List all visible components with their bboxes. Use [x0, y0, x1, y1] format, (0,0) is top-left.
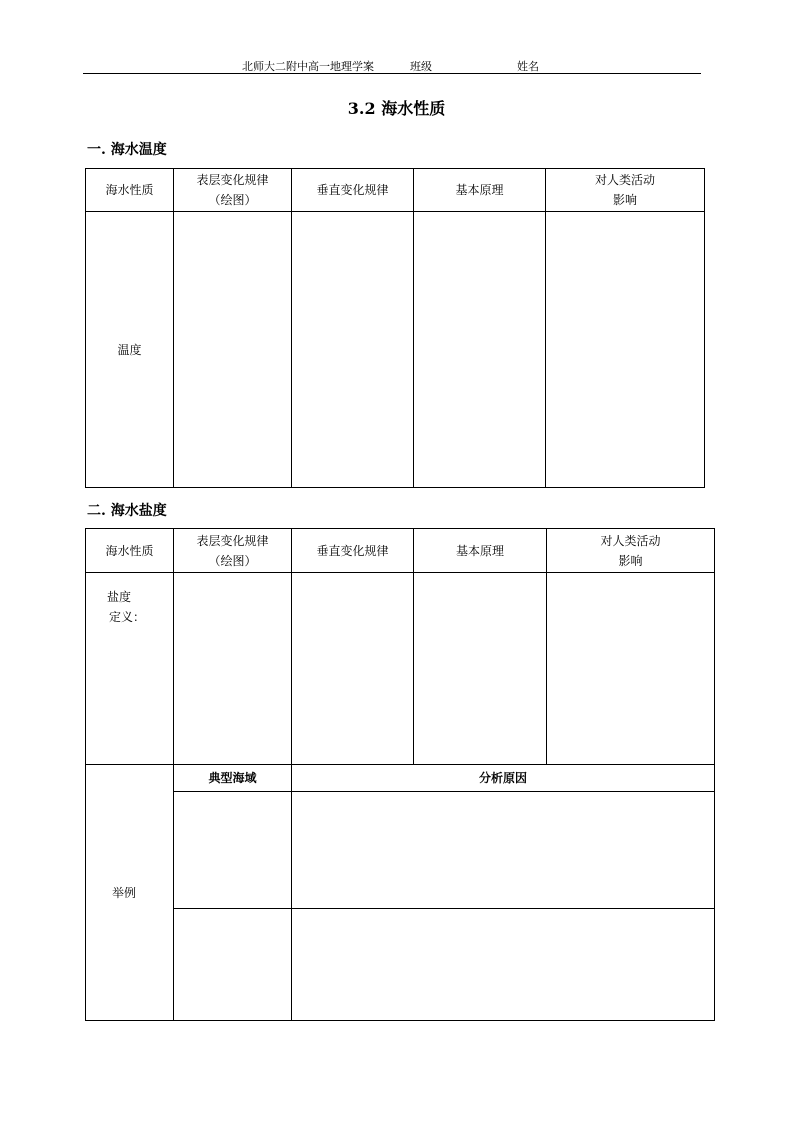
section-heading-salinity: 二. 海水盐度	[87, 503, 167, 519]
answer-cell-surface[interactable]	[174, 212, 292, 488]
col-header-vertical-pattern: 垂直变化规律	[292, 169, 414, 212]
page-title: 3.2 海水性质	[347, 99, 446, 118]
header-class-label: 班级	[410, 60, 432, 73]
col-header-surface-pattern-line1: 表层变化规律	[196, 173, 269, 187]
example-header-typical-sea: 典型海域	[174, 765, 292, 792]
answer-cell-impact[interactable]	[546, 212, 705, 488]
salinity-table	[85, 528, 715, 1021]
example-sea-cell-2[interactable]	[174, 909, 292, 1021]
row-label-salinity-line2: 定义：	[109, 610, 146, 624]
header-divider	[83, 73, 701, 74]
col-header-property: 海水性质	[86, 169, 174, 212]
temperature-table	[85, 168, 705, 488]
col-header-human-impact-line2: 影响	[612, 193, 637, 207]
col-header-surface-pattern	[174, 169, 292, 212]
col-header-surface-pattern	[174, 529, 292, 573]
col-header-surface-pattern-line1: 表层变化规律	[196, 533, 269, 548]
col-header-basic-principle: 基本原理	[414, 169, 546, 212]
row-label-salinity	[86, 573, 174, 765]
header-name-label: 姓名	[517, 60, 539, 73]
row-label-salinity-line1: 盐度	[107, 590, 132, 604]
col-header-human-impact-line2: 影响	[618, 553, 643, 568]
header-school: 北师大二附中高一地理学案	[242, 60, 374, 73]
col-header-surface-pattern-line2: （绘图）	[208, 553, 257, 568]
answer-cell-vertical[interactable]	[292, 212, 414, 488]
example-header-analysis: 分析原因	[292, 765, 715, 792]
section-heading-temperature: 一. 海水温度	[87, 142, 167, 158]
example-analysis-cell-2[interactable]	[292, 909, 715, 1021]
answer-cell-principle[interactable]	[414, 573, 547, 765]
answer-cell-vertical[interactable]	[292, 573, 414, 765]
col-header-property: 海水性质	[86, 529, 174, 573]
col-header-vertical-pattern: 垂直变化规律	[292, 529, 414, 573]
row-label-example: 举例	[86, 765, 174, 1021]
row-label-temperature: 温度	[86, 212, 174, 488]
answer-cell-surface[interactable]	[174, 573, 292, 765]
example-analysis-cell-1[interactable]	[292, 792, 715, 909]
example-sea-cell-1[interactable]	[174, 792, 292, 909]
col-header-basic-principle: 基本原理	[414, 529, 547, 573]
col-header-human-impact-line1: 对人类活动	[594, 173, 655, 187]
col-header-human-impact	[547, 529, 715, 573]
col-header-human-impact	[546, 169, 705, 212]
col-header-surface-pattern-line2: （绘图）	[208, 193, 257, 207]
answer-cell-principle[interactable]	[414, 212, 546, 488]
answer-cell-impact[interactable]	[547, 573, 715, 765]
col-header-human-impact-line1: 对人类活动	[600, 533, 661, 548]
